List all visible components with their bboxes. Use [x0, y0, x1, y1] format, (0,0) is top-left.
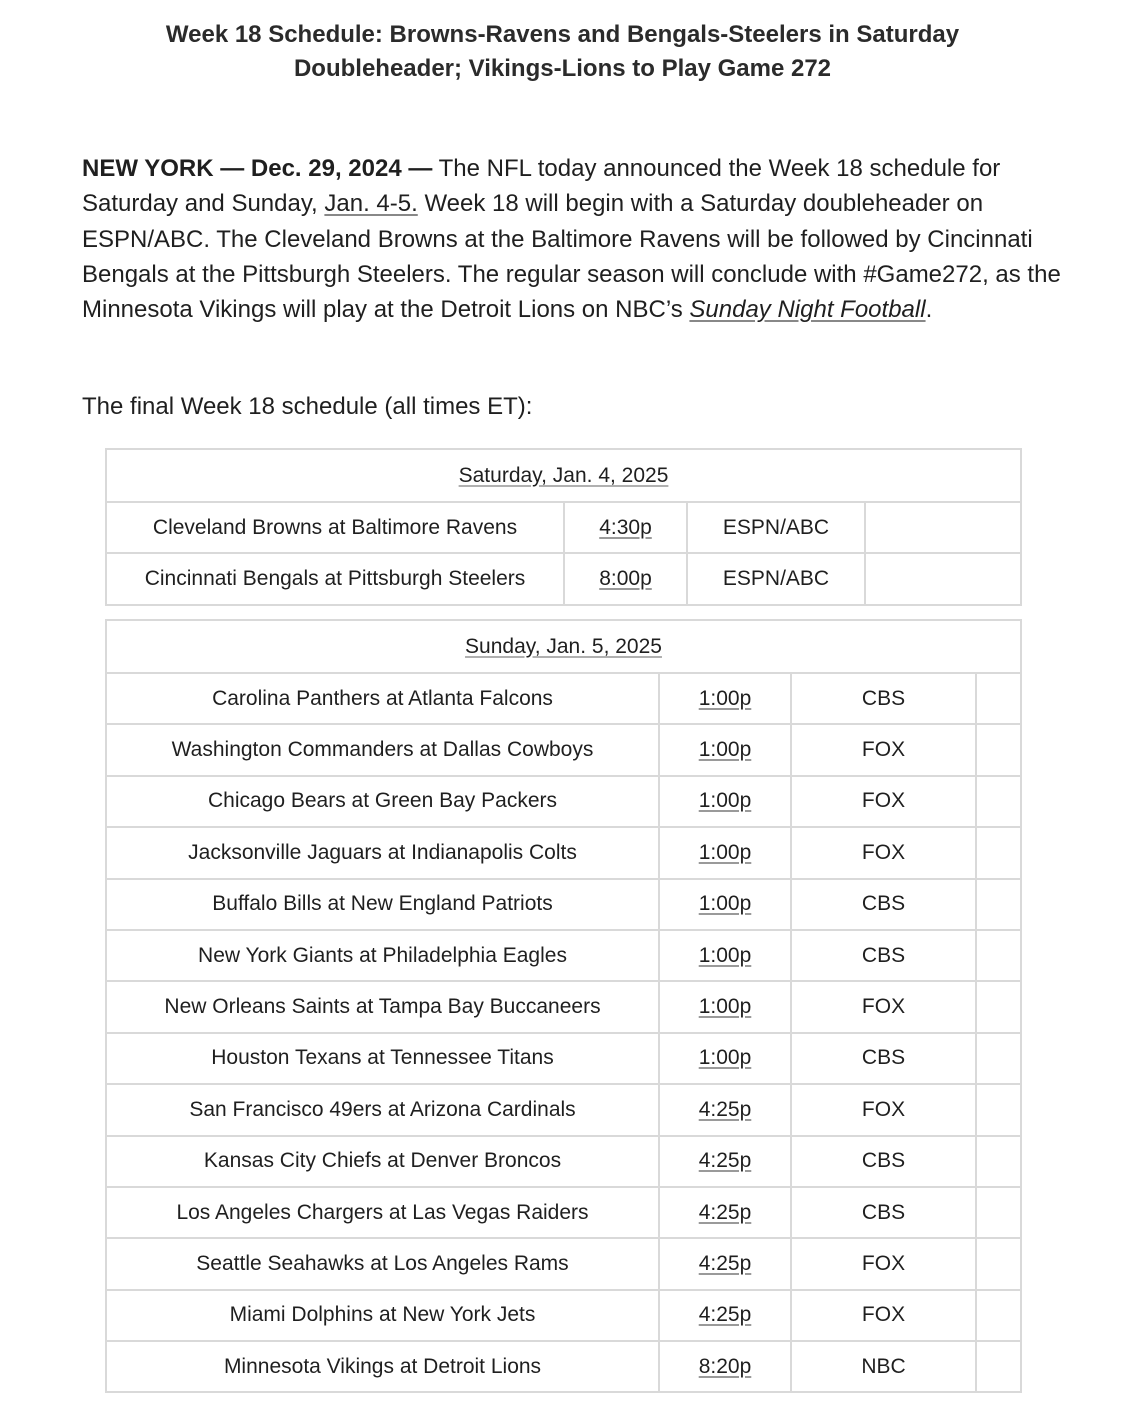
kickoff-time[interactable]: 1:00p — [698, 995, 752, 1019]
empty-cell — [865, 553, 1021, 604]
matchup-cell: Chicago Bears at Green Bay Packers — [106, 776, 659, 827]
game-row — [106, 1290, 1021, 1341]
time-cell — [659, 1290, 791, 1341]
time-cell — [564, 553, 687, 604]
kickoff-time[interactable]: 1:00p — [698, 738, 752, 762]
time-cell — [659, 930, 791, 981]
network-cell: CBS — [791, 1033, 976, 1084]
matchup-cell: Cincinnati Bengals at Pittsburgh Steelers — [106, 553, 564, 604]
empty-cell — [976, 1341, 1021, 1392]
day-label[interactable]: Saturday, Jan. 4, 2025 — [458, 463, 669, 487]
matchup-cell: Carolina Panthers at Atlanta Falcons — [106, 673, 659, 724]
empty-cell — [976, 1238, 1021, 1289]
empty-cell — [976, 930, 1021, 981]
network-cell: ESPN/ABC — [687, 553, 865, 604]
network-cell: CBS — [791, 930, 976, 981]
kickoff-time[interactable]: 4:30p — [599, 515, 652, 539]
empty-cell — [976, 1136, 1021, 1187]
empty-cell — [976, 879, 1021, 930]
time-cell — [659, 1341, 791, 1392]
day-header-row — [106, 449, 1021, 502]
empty-cell — [976, 981, 1021, 1032]
network-cell: FOX — [791, 776, 976, 827]
matchup-cell: Kansas City Chiefs at Denver Broncos — [106, 1136, 659, 1187]
day-header — [106, 620, 1021, 673]
game-row — [106, 502, 1021, 553]
game-row — [106, 1187, 1021, 1238]
article-text-2: Week 18 will begin with a Saturday doubleheader on ESPN/ABC. The Cleveland Browns at the Baltimore Ravens will be followed by Cincinnati Bengals at the Pittsburgh Steelers. The regular season will conclude with #Game272, as the Minnesota Vikings will play at the Detroit Lions on NBC’s — [82, 190, 1061, 324]
dateline: NEW YORK — Dec. 29, 2024 — — [82, 155, 433, 182]
matchup-cell: Minnesota Vikings at Detroit Lions — [106, 1341, 659, 1392]
matchup-cell: Miami Dolphins at New York Jets — [106, 1290, 659, 1341]
time-cell — [659, 1136, 791, 1187]
empty-cell — [976, 776, 1021, 827]
kickoff-time[interactable]: 4:25p — [698, 1200, 752, 1224]
game-row — [106, 879, 1021, 930]
kickoff-time[interactable]: 1:00p — [698, 943, 752, 967]
kickoff-time[interactable]: 1:00p — [698, 1046, 752, 1070]
game-row — [106, 981, 1021, 1032]
network-cell: FOX — [791, 1084, 976, 1135]
network-cell: FOX — [791, 981, 976, 1032]
game-row — [106, 827, 1021, 878]
empty-cell — [976, 1033, 1021, 1084]
game-row — [106, 1341, 1021, 1392]
game-row — [106, 673, 1021, 724]
article-text-1: The NFL today announced the Week 18 schedule for Saturday and Sunday, — [82, 155, 1001, 218]
time-cell — [659, 776, 791, 827]
article-text-3: . — [925, 296, 933, 324]
kickoff-time[interactable]: 4:25p — [698, 1097, 752, 1121]
day-header-row — [106, 620, 1021, 673]
game-row — [106, 724, 1021, 775]
matchup-cell: New York Giants at Philadelphia Eagles — [106, 930, 659, 981]
time-cell — [659, 827, 791, 878]
game-row — [106, 553, 1021, 604]
network-cell: FOX — [791, 1290, 976, 1341]
network-cell: FOX — [791, 827, 976, 878]
network-cell: NBC — [791, 1341, 976, 1392]
game-row — [106, 930, 1021, 981]
matchup-cell: San Francisco 49ers at Arizona Cardinals — [106, 1084, 659, 1135]
kickoff-time[interactable]: 8:00p — [599, 567, 652, 591]
date-link[interactable]: Jan. 4-5. — [324, 190, 418, 218]
matchup-cell: Houston Texans at Tennessee Titans — [106, 1033, 659, 1084]
headline-line-1: Week 18 Schedule: Browns-Ravens and Bengals-Steelers in Saturday — [165, 21, 960, 48]
schedule-intro: The final Week 18 schedule (all times ET): — [82, 393, 533, 420]
kickoff-time[interactable]: 4:25p — [698, 1251, 752, 1275]
day-header — [106, 449, 1021, 502]
empty-cell — [976, 1187, 1021, 1238]
matchup-cell: Jacksonville Jaguars at Indianapolis Colts — [106, 827, 659, 878]
time-cell — [659, 879, 791, 930]
kickoff-time[interactable]: 8:20p — [698, 1354, 752, 1378]
matchup-cell: Cleveland Browns at Baltimore Ravens — [106, 502, 564, 553]
empty-cell — [976, 1084, 1021, 1135]
kickoff-time[interactable]: 4:25p — [698, 1149, 752, 1173]
kickoff-time[interactable]: 1:00p — [698, 840, 752, 864]
kickoff-time[interactable]: 4:25p — [698, 1303, 752, 1327]
game-row — [106, 1084, 1021, 1135]
empty-cell — [865, 502, 1021, 553]
matchup-cell: Los Angeles Chargers at Las Vegas Raiders — [106, 1187, 659, 1238]
empty-cell — [976, 673, 1021, 724]
matchup-cell: Seattle Seahawks at Los Angeles Rams — [106, 1238, 659, 1289]
headline — [0, 18, 1125, 86]
sunday-schedule-table — [105, 619, 1022, 1393]
network-cell: CBS — [791, 1136, 976, 1187]
time-cell — [659, 1084, 791, 1135]
show-link[interactable]: Sunday Night Football — [689, 296, 926, 324]
empty-cell — [976, 827, 1021, 878]
time-cell — [659, 1238, 791, 1289]
time-cell — [564, 502, 687, 553]
network-cell: FOX — [791, 1238, 976, 1289]
network-cell: ESPN/ABC — [687, 502, 865, 553]
empty-cell — [976, 724, 1021, 775]
headline-line-2: Doubleheader; Vikings-Lions to Play Game 272 — [293, 55, 832, 82]
time-cell — [659, 724, 791, 775]
time-cell — [659, 981, 791, 1032]
game-row — [106, 1136, 1021, 1187]
kickoff-time[interactable]: 1:00p — [698, 892, 752, 916]
saturday-schedule-table — [105, 448, 1022, 606]
kickoff-time[interactable]: 1:00p — [698, 789, 752, 813]
time-cell — [659, 673, 791, 724]
kickoff-time[interactable]: 1:00p — [698, 686, 752, 710]
network-cell: CBS — [791, 673, 976, 724]
game-row — [106, 1238, 1021, 1289]
article-paragraph — [82, 151, 1062, 327]
game-row — [106, 1033, 1021, 1084]
empty-cell — [976, 1290, 1021, 1341]
matchup-cell: Washington Commanders at Dallas Cowboys — [106, 724, 659, 775]
game-row — [106, 776, 1021, 827]
network-cell: CBS — [791, 879, 976, 930]
day-label: Sunday, Jan. 5, 2025 — [465, 634, 662, 658]
matchup-cell: Buffalo Bills at New England Patriots — [106, 879, 659, 930]
time-cell — [659, 1033, 791, 1084]
network-cell: CBS — [791, 1187, 976, 1238]
network-cell: FOX — [791, 724, 976, 775]
matchup-cell: New Orleans Saints at Tampa Bay Buccaneers — [106, 981, 659, 1032]
time-cell — [659, 1187, 791, 1238]
